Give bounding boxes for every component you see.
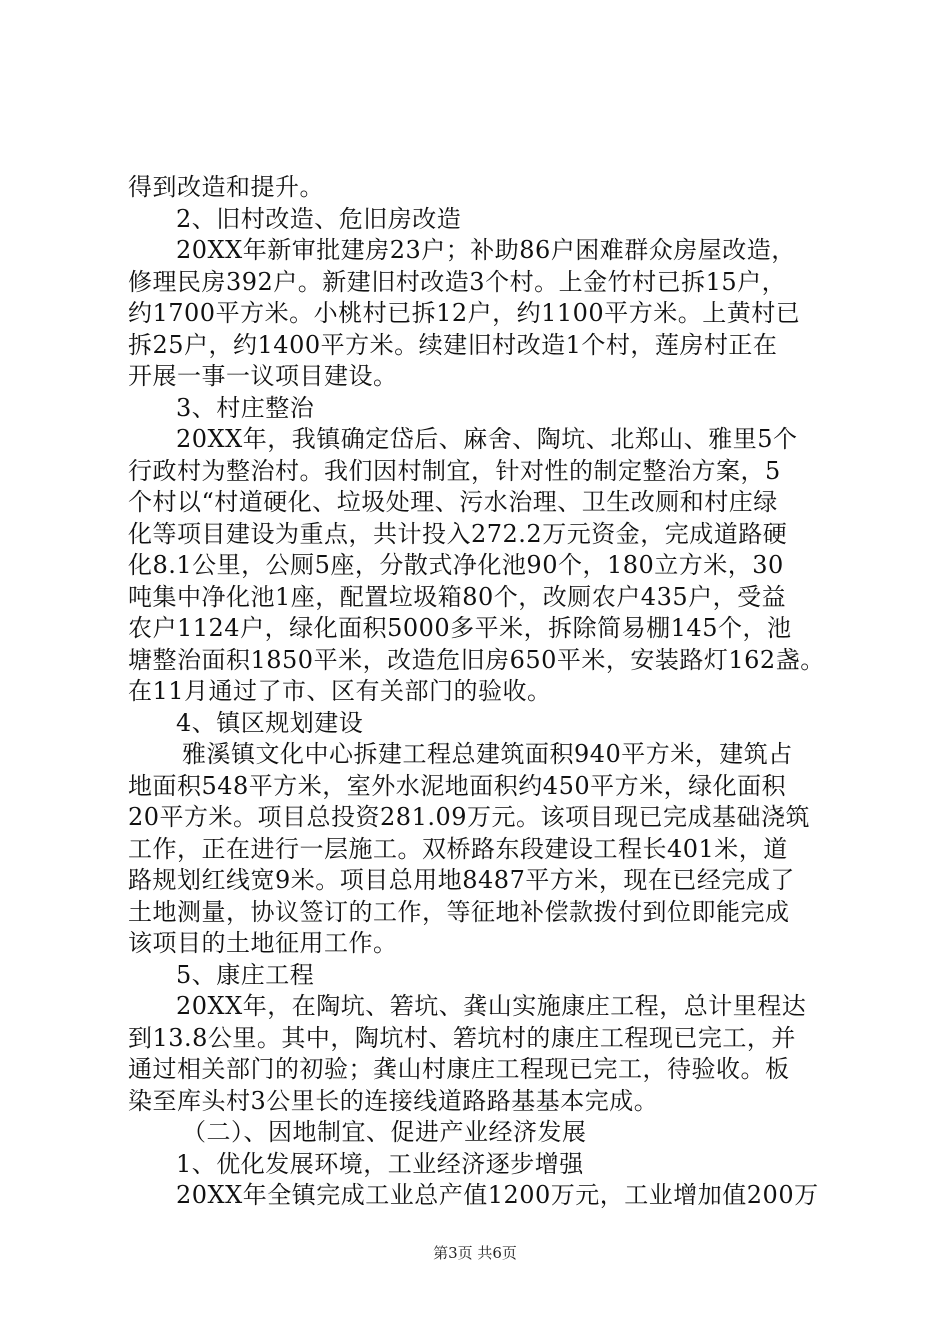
page-footer: 第3页 共6页 [433,1244,517,1262]
text-line: 通过相关部门的初验；龚山村康庄工程现已完工，待验收。板 [128,1055,790,1083]
text-line: 染至库头村3公里长的连接线道路路基基本完成。 [128,1086,659,1115]
text-line: 修理民房392户。新建旧村改造3个村。上金竹村已拆15户， [128,267,787,296]
text-line: 塘整治面积1850平米，改造危旧房650平米，安装路灯162盏。 [128,645,825,674]
text-line: 吨集中净化池1座，配置垃圾箱80个，改厕农户435户，受益 [128,582,787,611]
text-line: 3、村庄整治 [176,393,315,422]
text-line: 5、康庄工程 [176,960,315,989]
text-line: 约1700平方米。小桃村已拆12户，约1100平方米。上黄村已 [128,299,801,327]
text-line: 行政村为整治村。我们因村制宜，针对性的制定整治方案，5 [128,456,781,485]
text-line: 20平方米。项目总投资281.09万元。该项目现已完成基础浇筑 [128,803,811,831]
text-line: 土地测量，协议签订的工作，等征地补偿款拨付到位即能完成 [128,897,790,926]
text-line: 在11月通过了市、区有关部门的验收。 [128,677,552,705]
text-line: 化等项目建设为重点，共计投入272.2万元资金，完成道路硬 [128,519,788,548]
document-body [128,172,828,1212]
text-line: 20XX年，我镇确定岱后、麻舍、陶坑、北郑山、雅里5个 [176,425,798,453]
text-line: 到13.8公里。其中，陶坑村、箬坑村的康庄工程现已完工，并 [128,1023,796,1052]
text-line: 拆25户，约1400平方米。续建旧村改造1个村，莲房村正在 [128,330,778,359]
text-line: 农户1124户，绿化面积5000多平米，拆除简易棚145个，池 [128,614,792,642]
text-line: 得到改造和提升。 [128,173,324,201]
text-line: 20XX年新审批建房23户；补助86户困难群众房屋改造， [176,236,796,264]
text-line: 2、旧村改造、危旧房改造 [176,204,462,233]
text-line: 4、镇区规划建设 [176,708,364,737]
text-line: 雅溪镇文化中心拆建工程总建筑面积940平方米，建筑占 [182,740,793,768]
text-line: （二）、因地制宜、促进产业经济发展 [182,1118,587,1146]
text-line: 化8.1公里，公厕5座，分散式净化池90个，180立方米，30 [128,551,784,579]
text-line: 地面积548平方米，室外水泥地面积约450平方米，绿化面积 [128,771,787,800]
text-line: 1、优化发展环境，工业经济逐步增强 [176,1149,584,1178]
text-line: 个村以“村道硬化、垃圾处理、污水治理、卫生改厕和村庄绿 [128,488,778,516]
text-line: 工作，正在进行一层施工。双桥路东段建设工程长401米，道 [128,834,788,863]
text-line: 开展一事一议项目建设。 [128,362,398,390]
text-line: 该项目的土地征用工作。 [128,929,398,957]
text-line: 20XX年，在陶坑、箬坑、龚山实施康庄工程，总计里程达 [176,992,807,1020]
text-line: 路规划红线宽9米。项目总用地8487平方米，现在已经完成了 [128,866,795,894]
text-line: 20XX年全镇完成工业总产值1200万元，工业增加值200万 [176,1181,819,1209]
